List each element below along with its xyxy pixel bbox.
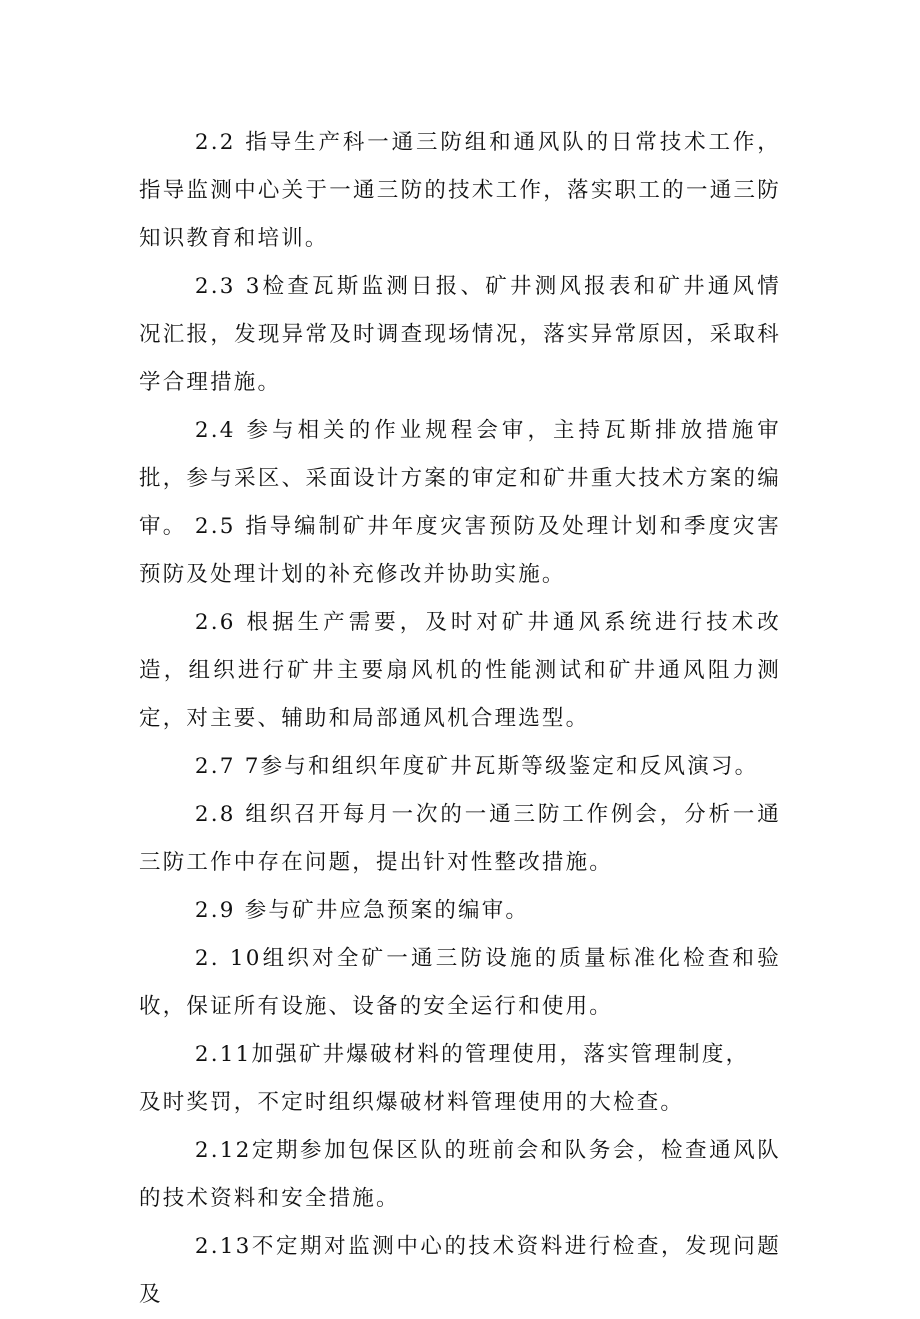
paragraph-2-2: 2.2 指导生产科一通三防组和通风队的日常技术工作，指导监测中心关于一通三防的技术工作，落实职工的一通三防知识教育和培训。 (139, 130, 781, 251)
paragraph-2-4: 2.4 参与相关的作业规程会审，主持瓦斯排放措施审批，参与采区、采面设计方案的审定和矿井重大技术方案的编审。 (139, 418, 781, 539)
paragraph-2-7: 2.7 7参与和组织年度矿井瓦斯等级鉴定和反风演习。 (194, 754, 759, 779)
paragraph-2-6: 2.6 根据生产需要，及时对矿井通风系统进行技术改造，组织进行矿井主要扇风机的性能测试和矿井通风阻力测定，对主要、辅助和局部通风机合理选型。 (139, 610, 781, 731)
paragraph-2-8: 2.8 组织召开每月一次的一通三防工作例会，分析一通三防工作中存在问题，提出针对性整改措施。 (139, 802, 781, 875)
paragraph-2-5: 2.5 指导编制矿井年度灾害预防及处理计划和季度灾害预防及处理计划的补充修改并协助实施。 (139, 514, 781, 587)
paragraph-2-9: 2.9 参与矿井应急预案的编审。 (194, 898, 530, 923)
paragraph-2-3: 2.3 3检查瓦斯监测日报、矿井测风报表和矿井通风情况汇报，发现异常及时调查现场情况，落实异常原因，采取科学合理措施。 (139, 274, 781, 395)
paragraph-2-12: 2.12定期参加包保区队的班前会和队务会，检查通风队的技术资料和安全措施。 (139, 1138, 781, 1211)
paragraph-2-11: 2.11加强矿井爆破材料的管理使用，落实管理制度， 及时奖罚，不定时组织爆破材料管理使用的大检查。 (139, 1042, 750, 1115)
paragraph-2-10: 2. 10组织对全矿一通三防设施的质量标准化检查和验收，保证所有设施、设备的安全运行和使用。 (139, 946, 781, 1019)
paragraph-2-13: 2.13不定期对监测中心的技术资料进行检查，发现问题及 (139, 1234, 781, 1307)
